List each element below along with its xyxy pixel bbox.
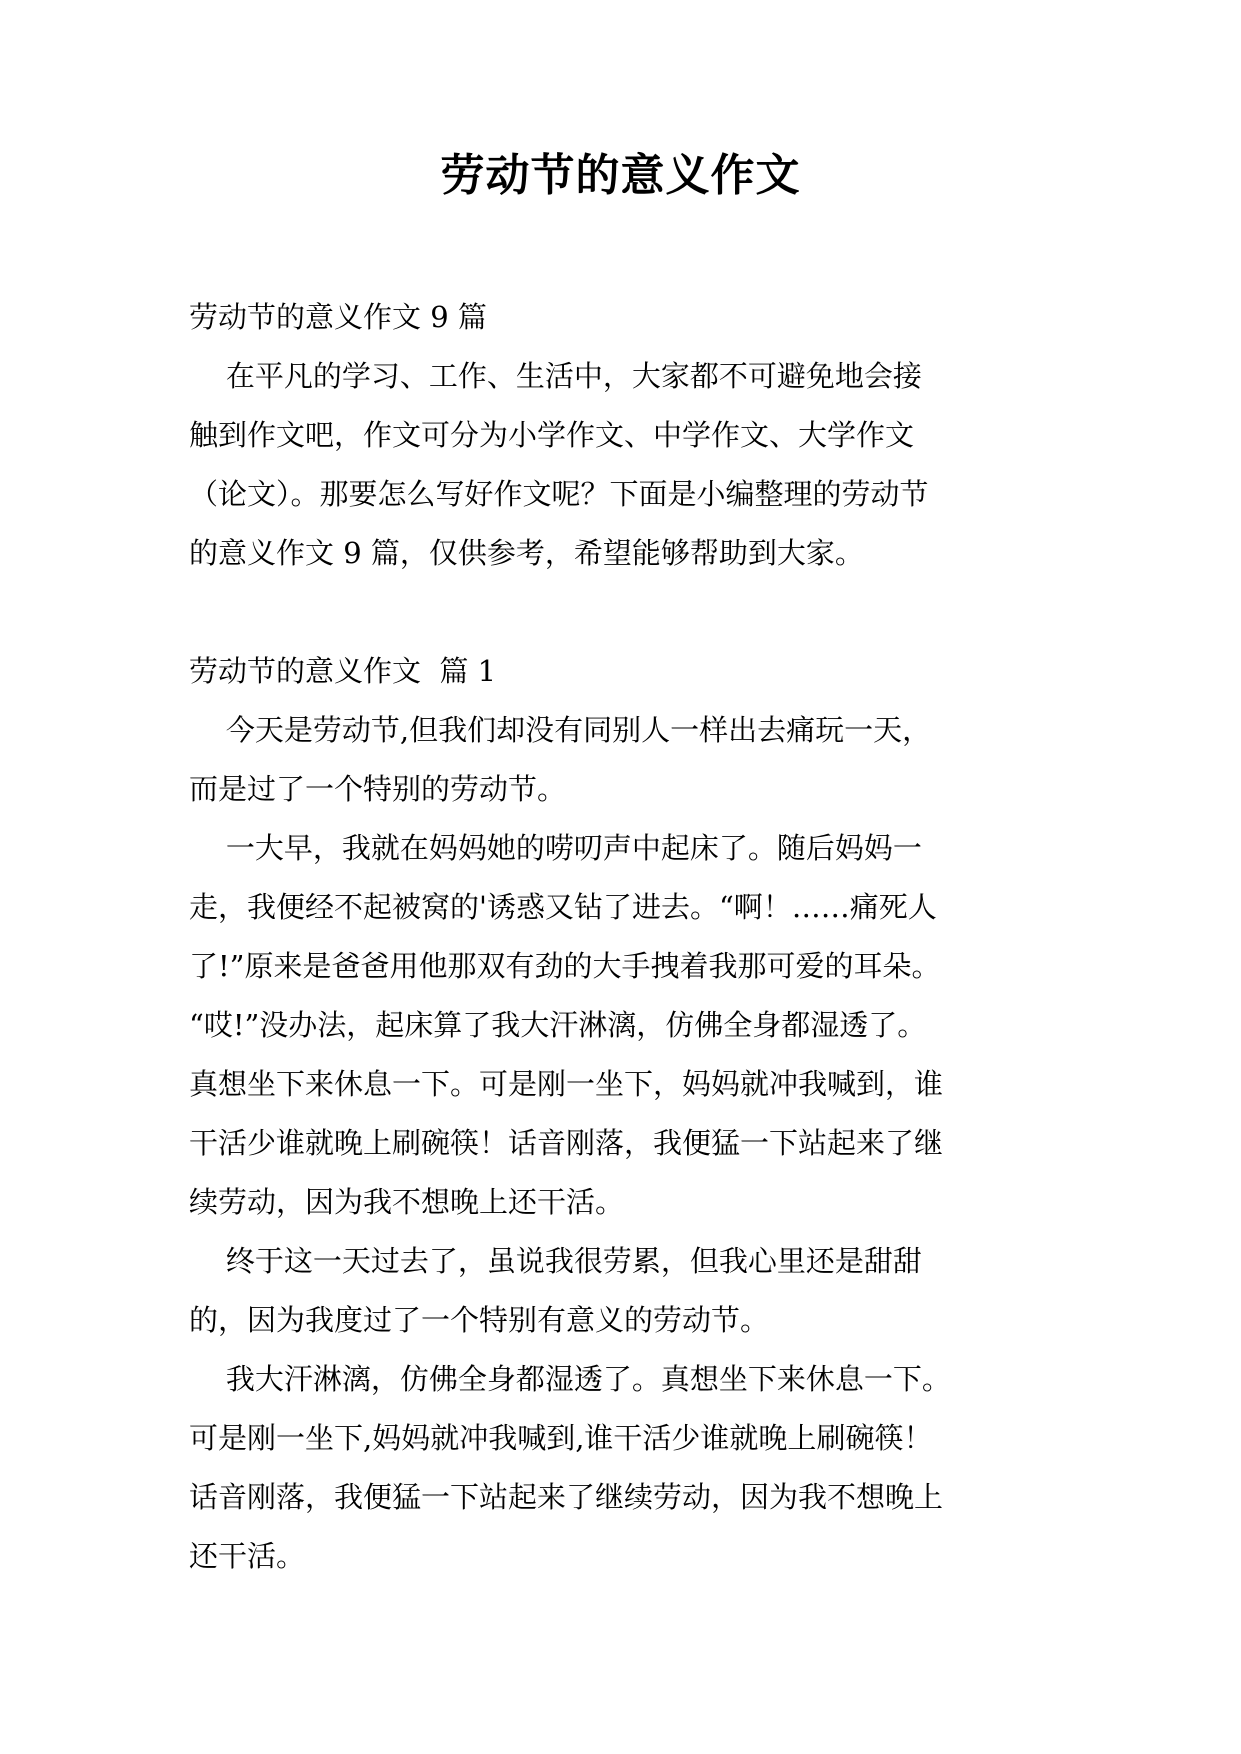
document-body: [189, 288, 1089, 1586]
section-line: “哎!”没办法，起床算了我大汗淋漓，仿佛全身都湿透了。: [189, 1008, 927, 1042]
intro-line: 在平凡的学习、工作、生活中，大家都不可避免地会接: [189, 359, 922, 393]
section-content: [189, 701, 1089, 1586]
section-line: 今天是劳动节,但我们却没有同别人一样出去痛玩一天，: [189, 713, 932, 747]
section-line: 一大早，我就在妈妈她的唠叨声中起床了。随后妈妈一: [189, 831, 922, 865]
section-line: 终于这一天过去了，虽说我很劳累，但我心里还是甜甜: [189, 1244, 922, 1278]
intro-paragraph: [189, 347, 1089, 583]
section-line: 而是过了一个特别的劳动节。: [189, 772, 567, 806]
section-line: 干活少谁就晚上刷碗筷！话音刚落，我便猛一下站起来了继: [189, 1126, 944, 1160]
intro-line: 触到作文吧，作文可分为小学作文、中学作文、大学作文: [189, 418, 915, 452]
section-line: 了!”原来是爸爸用他那双有劲的大手拽着我那可爱的耳朵。: [189, 949, 941, 983]
document-title: 劳动节的意义作文: [440, 150, 801, 201]
paragraph-gap: [189, 583, 1089, 642]
section-line: 真想坐下来休息一下。可是刚一坐下，妈妈就冲我喊到，谁: [189, 1067, 944, 1101]
section-line: 还干活。: [189, 1539, 306, 1573]
section-line: 的，因为我度过了一个特别有意义的劳动节。: [189, 1303, 770, 1337]
section-line: 走，我便经不起被窝的'诱惑又钻了进去。“啊！……痛死人: [189, 890, 937, 924]
section-line: 话音刚落，我便猛一下站起来了继续劳动，因为我不想晚上: [189, 1480, 944, 1514]
intro-line: （论文）。那要怎么写好作文呢？下面是小编整理的劳动节: [189, 477, 929, 511]
section-line: 可是刚一坐下,妈妈就冲我喊到,谁干活少谁就晚上刷碗筷！: [189, 1421, 933, 1455]
document-subtitle: 劳动节的意义作文 9 篇: [189, 300, 487, 334]
section-line: 我大汗淋漓，仿佛全身都湿透了。真想坐下来休息一下。: [189, 1362, 951, 1396]
intro-line: 的意义作文 9 篇，仅供参考，希望能够帮助到大家。: [189, 536, 864, 570]
section-heading: 劳动节的意义作文 篇 1: [189, 654, 497, 688]
section-line: 续劳动，因为我不想晚上还干活。: [189, 1185, 625, 1219]
